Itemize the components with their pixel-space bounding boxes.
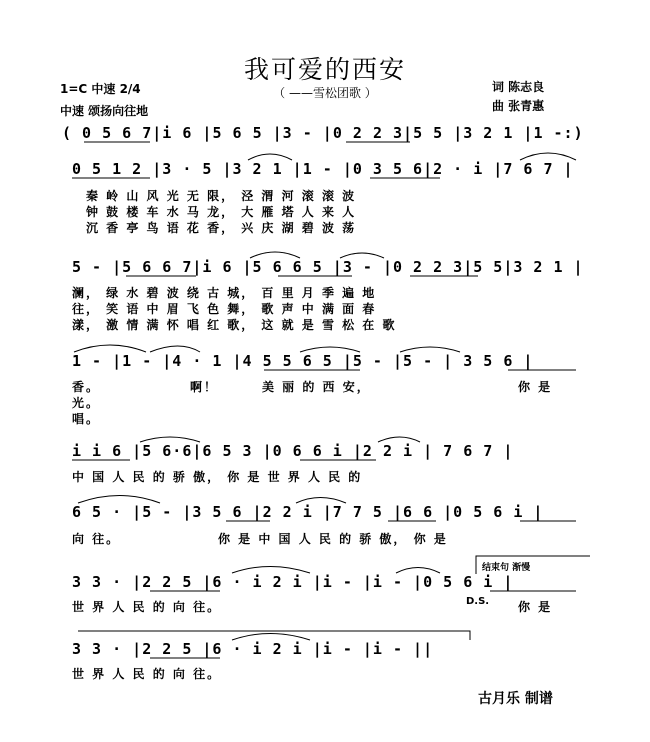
lyric-line-4-verse-1c: 美 丽 的 西 安，	[262, 380, 371, 394]
ds-mark: D.S.	[466, 596, 490, 607]
ending-label: 结束句 渐慢	[482, 563, 531, 573]
lyric-line-4-verse-1a: 香。	[72, 380, 101, 394]
key-tempo: 1=C 中速 2/4	[60, 82, 141, 96]
transcriber-credit: 古月乐 制谱	[478, 691, 553, 707]
lyric-line-2-verse-1: 秦 岭 山 风 光 无 限， 泾 渭 河 滚 滚 波	[86, 189, 357, 203]
lyric-line-3-verse-2: 往， 笑 语 中 眉 飞 色 舞， 歌 声 中 满 面 春	[72, 302, 377, 316]
lyric-line-4-verse-2: 光。	[72, 396, 101, 410]
song-subtitle: （ ——雪松团歌 ）	[273, 86, 377, 100]
lyric-line-3-verse-1: 澜， 绿 水 碧 波 绕 古 城， 百 里 月 季 遍 地	[72, 286, 377, 300]
lyric-line-8: 世 界 人 民 的 向 往。	[72, 667, 222, 681]
lyric-line-3-verse-3: 漾， 激 情 满 怀 唱 红 歌， 这 就 是 雪 松 在 歌	[72, 318, 397, 332]
lyric-line-2-verse-2: 钟 鼓 楼 车 水 马 龙， 大 雁 塔 人 来 人	[86, 205, 357, 219]
lyric-line-6a: 向 往。	[72, 532, 121, 546]
notation-line-1: ( 0 5 6 7|i 6 |5 6 5 |3 - |0 2 2 3|5 5 |3 2 1 |1 -:)	[62, 124, 584, 142]
lyric-line-6b: 你 是 中 国 人 民 的 骄 傲， 你 是	[218, 532, 448, 546]
lyric-line-4-verse-1b: 啊！	[190, 380, 219, 394]
expression-marking: 中速 颂扬向往地	[60, 104, 149, 118]
lyric-line-2-verse-3: 沉 香 亭 鸟 语 花 香， 兴 庆 湖 碧 波 荡	[86, 221, 357, 235]
lyric-line-5: 中 国 人 民 的 骄 傲， 你 是 世 界 人 民 的	[72, 470, 363, 484]
lyricist-credit: 词 陈志良	[492, 80, 545, 94]
lyric-line-7-end: 你 是	[518, 600, 553, 614]
notation-line-5: i i 6 |5 6·6|6 5 3 |0 6 6 i |2 2 i | 7 6 7 |	[72, 442, 514, 460]
notation-line-7: 3 3 · |2 2 5 |6 · i 2 i |i - |i - |0 5 6 i |	[72, 573, 514, 591]
notation-line-6: 6 5 · |5 - |3 5 6 |2 2 i |7 7 5 |6 6 |0 5 6 i |	[72, 503, 544, 521]
notation-line-3: 5 - |5 6 6 7|i 6 |5 6 6 5 |3 - |0 2 2 3|5 5|3 2 1 |	[72, 258, 584, 276]
composer-credit: 曲 张青惠	[492, 99, 545, 113]
notation-line-8: 3 3 · |2 2 5 |6 · i 2 i |i - |i - ||	[72, 640, 434, 658]
song-title: 我可爱的西安	[243, 55, 406, 84]
lyric-line-4-verse-3: 唱。	[72, 412, 101, 426]
lyric-line-7: 世 界 人 民 的 向 往。	[72, 600, 222, 614]
notation-line-4: 1 - |1 - |4 · 1 |4 5 5 6 5 |5 - |5 - | 3 5 6 |	[72, 352, 534, 370]
notation-line-2: 0 5 1 2 |3 · 5 |3 2 1 |1 - |0 3 5 6|2 · i |7 6 7 |	[72, 160, 574, 178]
lyric-line-4-verse-1d: 你 是	[518, 380, 553, 394]
